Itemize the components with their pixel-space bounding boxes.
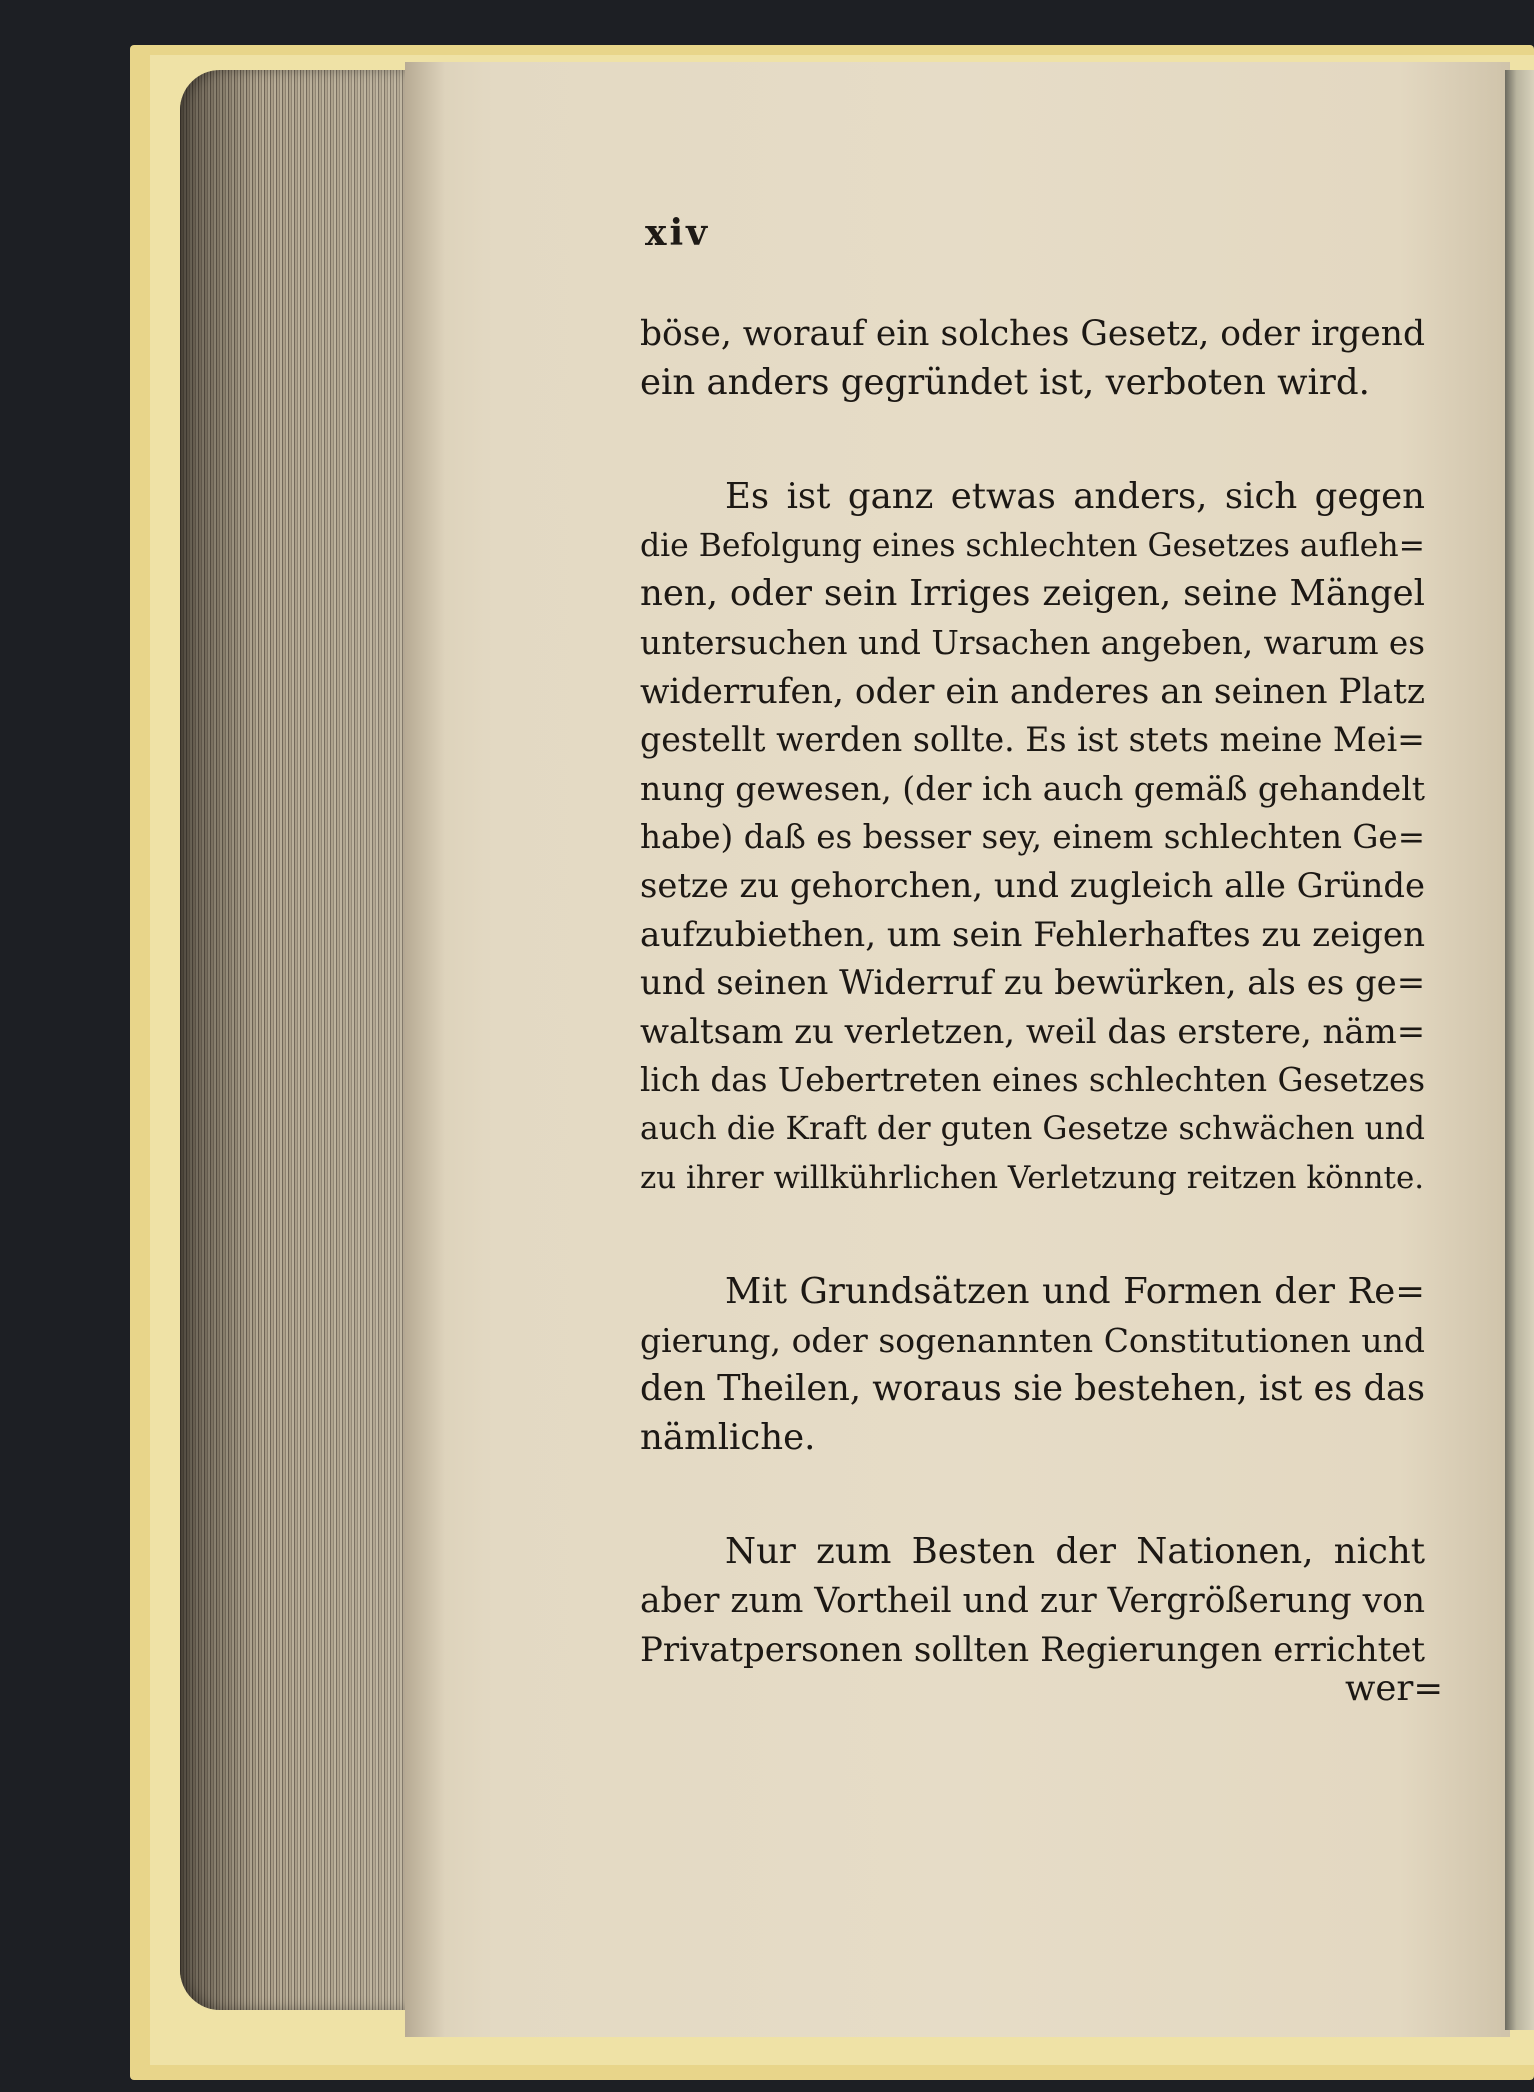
text-line: habe) daß es besser sey, einem schlechten Ge= xyxy=(640,818,1425,857)
text-line: nung gewesen, (der ich auch gemäß gehandelt xyxy=(640,768,1425,808)
catchword: wer= xyxy=(1345,1668,1444,1709)
text-line: Privatpersonen sollten Regierungen errichtet xyxy=(640,1629,1425,1670)
page-gutter-shadow xyxy=(405,62,445,2037)
text-line: ein anders gegründet ist, verboten wird. xyxy=(640,361,1370,403)
text-line: die Befolgung eines schlechten Gesetzes aufleh= xyxy=(640,527,1425,564)
text-line: Es ist ganz etwas anders, sich gegen xyxy=(725,476,1425,518)
text-line: nen, oder sein Irriges zeigen, seine Mängel xyxy=(640,573,1425,615)
paragraph-2 xyxy=(640,473,1425,1202)
text-line: aufzubiethen, um sein Fehlerhaftes zu zeigen xyxy=(640,914,1425,955)
body-text xyxy=(640,310,1425,1674)
text-line: auch die Kraft der guten Gesetze schwächen und xyxy=(640,1110,1425,1147)
text-line: gestellt werden sollte. Es ist stets meine Mei= xyxy=(640,720,1426,760)
text-line: lich das Uebertreten eines schlechten Gesetzes xyxy=(640,1061,1426,1100)
facing-page-edge xyxy=(1505,70,1534,2030)
text-line: aber zum Vortheil und zur Vergrößerung von xyxy=(640,1581,1425,1622)
text-line: böse, worauf ein solches Gesetz, oder irgend xyxy=(640,314,1425,354)
text-line: Mit Grundsätzen und Formen der Re= xyxy=(725,1271,1425,1313)
paragraph-4 xyxy=(640,1528,1425,1674)
text-line: setze zu gehorchen, und zugleich alle Gründe xyxy=(640,865,1425,905)
text-line: nämliche. xyxy=(640,1416,816,1458)
paragraph-1 xyxy=(640,310,1425,407)
page-number: xiv xyxy=(645,212,711,254)
text-line: Nur zum Besten der Nationen, nicht xyxy=(725,1531,1425,1573)
text-line: widerrufen, oder ein anderes an seinen Platz xyxy=(640,671,1425,712)
page-edges-shade xyxy=(180,70,410,2010)
text-line: und seinen Widerruf zu bewürken, als es ge= xyxy=(640,963,1426,1004)
text-line: den Theilen, woraus sie bestehen, ist es das xyxy=(640,1368,1425,1410)
text-line: gierung, oder sogenannten Constitutionen und xyxy=(640,1320,1425,1360)
text-line: waltsam zu verletzen, weil das erstere, näm= xyxy=(640,1011,1426,1051)
text-line: zu ihrer willkührlichen Verletzung reitzen könnte. xyxy=(640,1159,1425,1196)
text-line: untersuchen und Ursachen angeben, warum es xyxy=(640,623,1425,662)
paragraph-3 xyxy=(640,1268,1425,1462)
